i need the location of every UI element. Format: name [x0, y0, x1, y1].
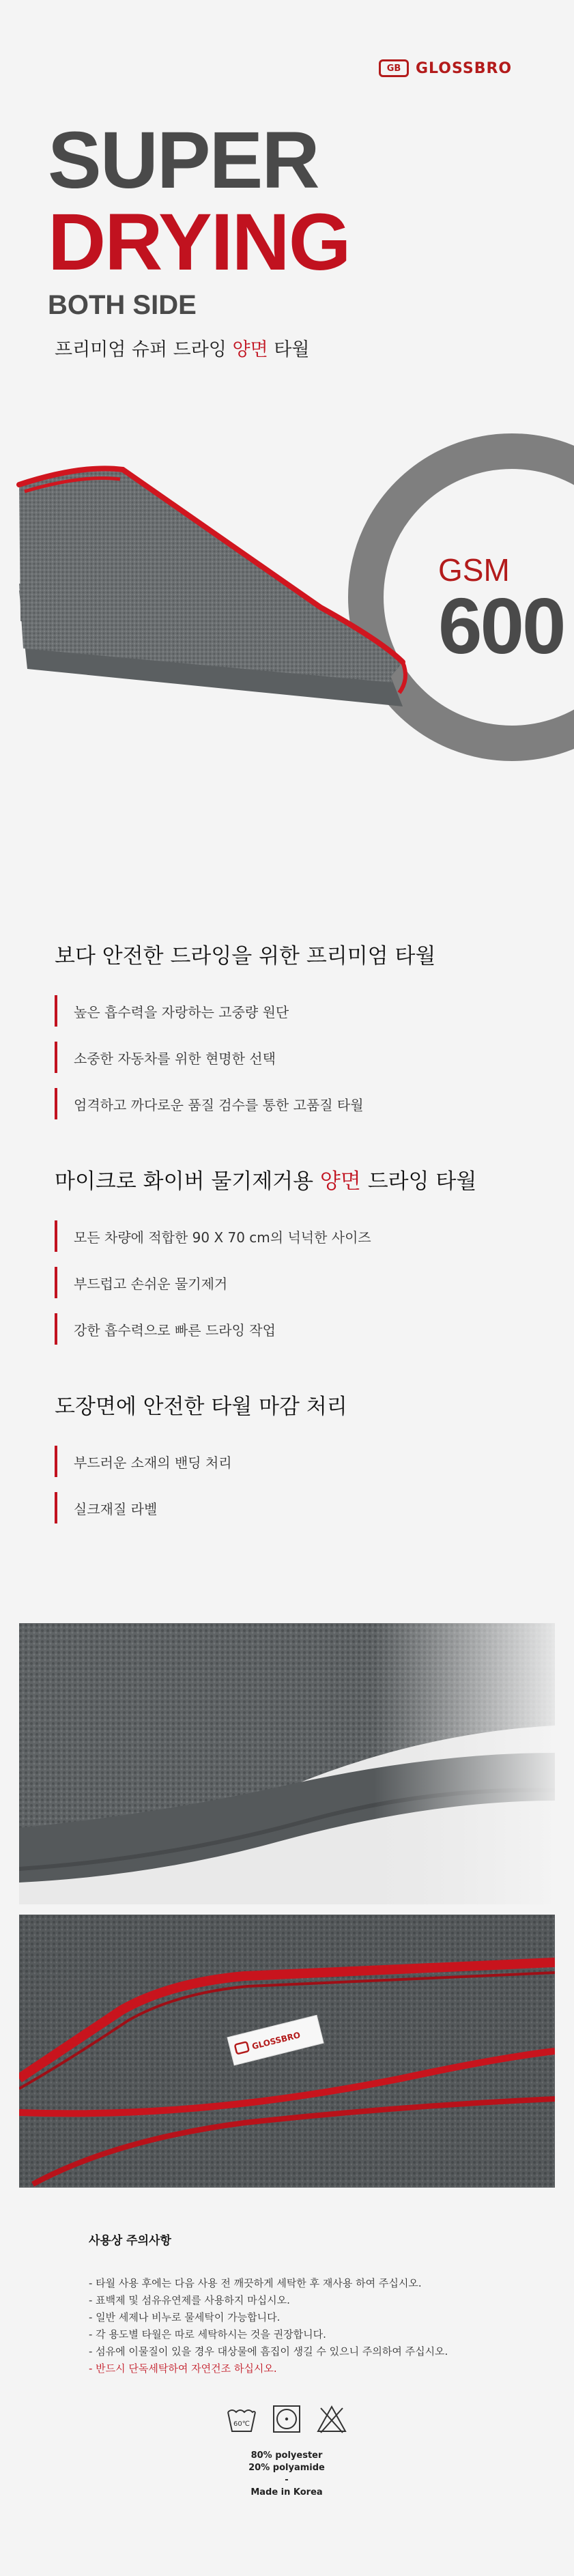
care-title: 사용상 주의사항	[89, 2234, 171, 2248]
feature-item: 실크재질 라벨	[55, 1489, 526, 1526]
feature-title: 도장면에 안전한 타월 마감 처리	[55, 1394, 347, 1419]
feature-item: 부드러운 소재의 밴딩 처리	[55, 1443, 526, 1480]
care-line: - 타월 사용 후에는 다음 사용 전 깨끗하게 세탁한 후 재사용 하여 주십시오.	[89, 2277, 422, 2289]
hero-headline	[48, 115, 539, 324]
gsm-badge	[438, 552, 574, 670]
feature-item: 모든 차량에 적합한 90 X 70 cm의 넉넉한 사이즈	[55, 1218, 526, 1255]
feature-item: 부드럽고 손쉬운 물기제거	[55, 1264, 526, 1301]
feature-item: 소중한 자동차를 위한 현명한 선택	[55, 1039, 526, 1076]
care-line: - 섬유에 이물질이 있을 경우 대상물에 흠집이 생길 수 있으니 주의하여 주십시오.	[89, 2345, 448, 2358]
gsm-label: GSM	[438, 552, 510, 588]
feature-item: 높은 흡수력을 자랑하는 고중량 원단	[55, 992, 526, 1029]
spec-separator: -	[285, 2475, 289, 2485]
feature-title: 보다 안전한 드라잉을 위한 프리미엄 타월	[55, 944, 436, 969]
svg-text:60℃: 60℃	[233, 2420, 250, 2428]
tumble-dry-icon	[270, 2403, 303, 2435]
towel-product-image	[0, 444, 423, 730]
hero-subtitle-accent: 양면	[232, 339, 268, 360]
no-bleach-icon	[315, 2403, 348, 2435]
hero-subtitle-prefix: 프리미엄 슈퍼 드라잉	[55, 339, 227, 360]
composition-polyester: 80% polyester	[250, 2450, 323, 2461]
feature-section-finish	[55, 1389, 526, 1536]
feature-section-premium	[55, 939, 526, 1132]
logo-badge-icon: GB	[379, 59, 409, 77]
feature-item: 강한 흡수력으로 빠른 드라잉 작업	[55, 1311, 526, 1347]
composition-polyamide: 20% polyamide	[248, 2463, 325, 2473]
label-brand-text: GLOSSBRO	[250, 2030, 302, 2052]
care-instructions	[89, 2231, 512, 2377]
brand-logo	[379, 55, 549, 82]
feature-item: 엄격하고 까다로운 품질 검수를 통한 고품질 타월	[55, 1085, 526, 1122]
care-symbols	[225, 2403, 348, 2435]
hero-line-drying: DRYING	[48, 197, 350, 287]
hero-line-both-side: BOTH SIDE	[48, 290, 197, 320]
care-warning: - 반드시 단독세탁하여 자연건조 하십시오.	[89, 2362, 277, 2375]
care-line: - 일반 세제나 비누로 물세탁이 가능합니다.	[89, 2311, 281, 2323]
gsm-value: 600	[438, 582, 564, 670]
care-line: - 각 용도별 타월은 따로 세탁하시는 것을 권장합니다.	[89, 2328, 326, 2341]
hero-subtitle	[55, 334, 309, 361]
care-line: - 표백제 및 섬유유연제를 사용하지 마십시오.	[89, 2294, 290, 2306]
detail-photo-folded-towel	[19, 1623, 555, 1904]
hero-line-super: SUPER	[48, 115, 319, 205]
feature-title: 마이크로 화이버 물기제거용 양면 드라잉 타월	[55, 1169, 477, 1194]
detail-photo-label	[19, 1915, 555, 2188]
feature-section-microfiber	[55, 1164, 526, 1357]
made-in-korea: Made in Korea	[250, 2487, 323, 2498]
logo-text: GLOSSBRO	[416, 59, 513, 77]
wash-60-icon	[225, 2403, 258, 2435]
hero-subtitle-suffix: 타월	[274, 339, 310, 360]
